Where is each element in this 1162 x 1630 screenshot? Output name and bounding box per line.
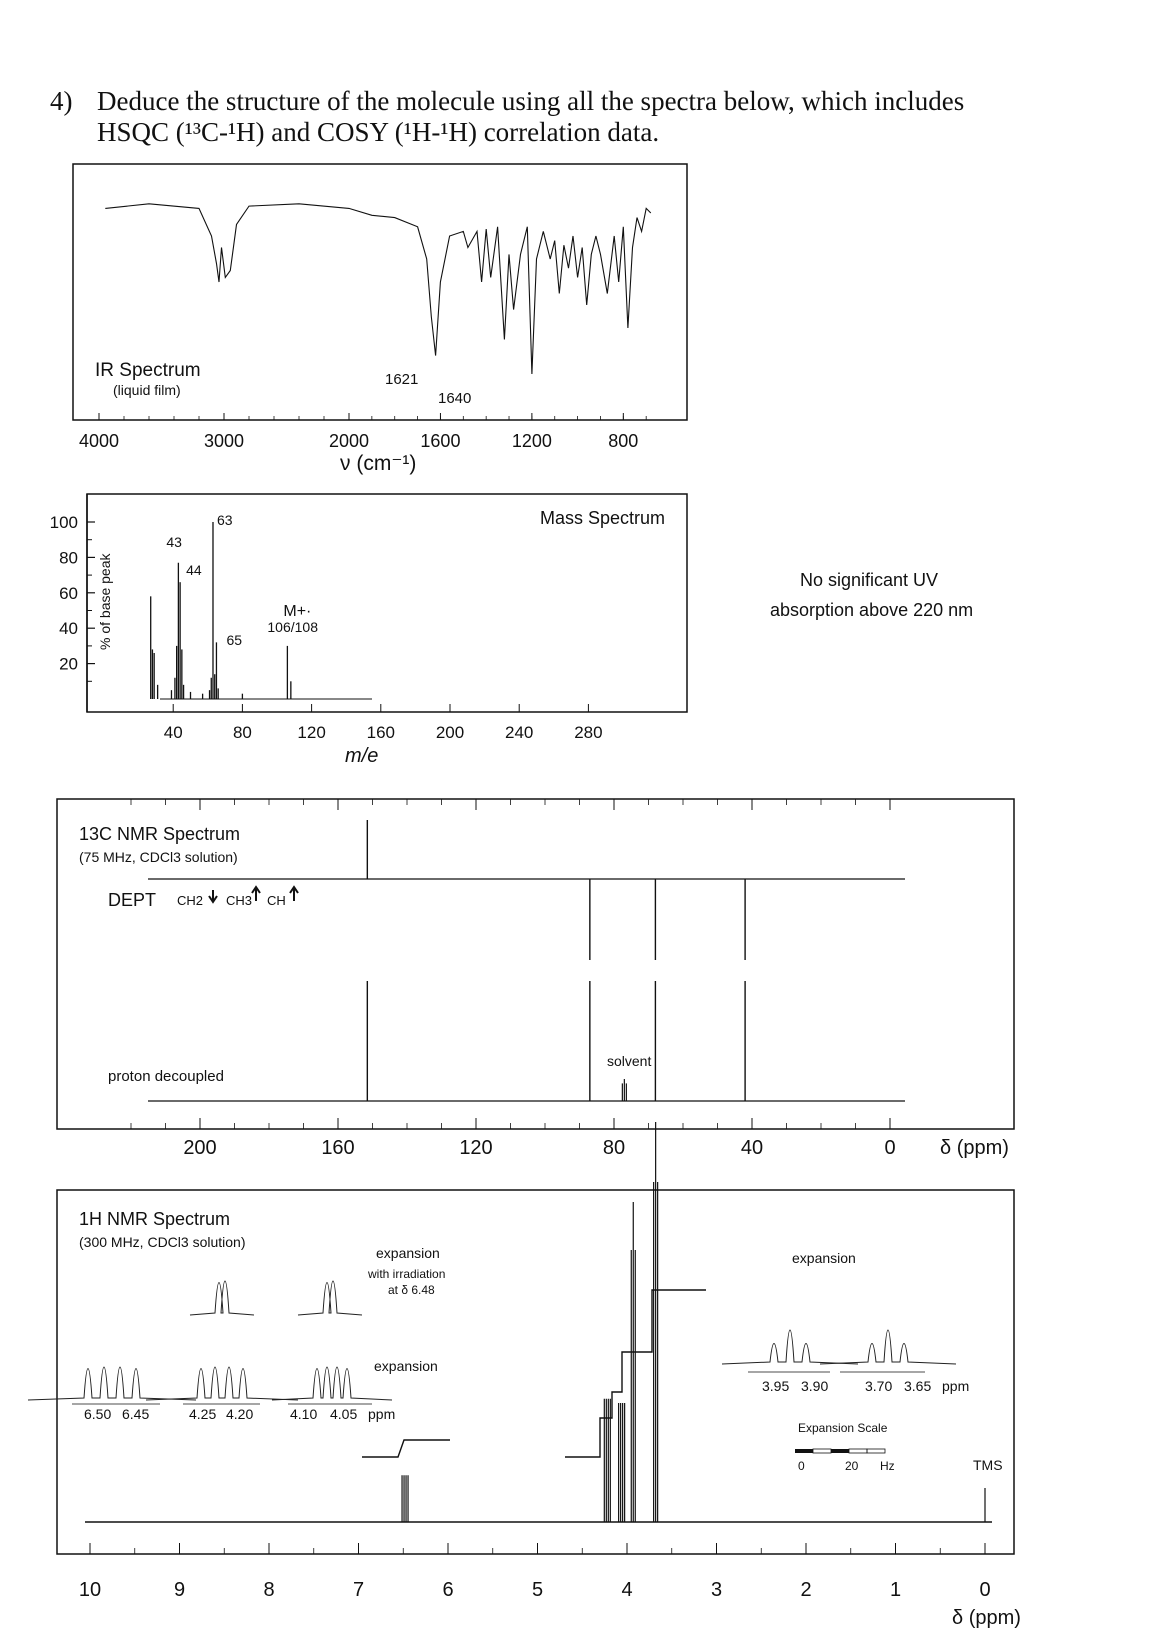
h1-tick-label: 4 — [621, 1579, 633, 1601]
h1-tick-label: 9 — [173, 1579, 186, 1601]
h1-tick-label: 10 — [78, 1579, 102, 1601]
c13-x-axis-label: δ (ppm) — [940, 1137, 1009, 1159]
ir-plot — [105, 204, 651, 374]
exp-axis-3-tick-2: 4.05 — [330, 1406, 358, 1422]
ms-y-ticks — [50, 513, 95, 681]
exp-axis-3-tick-1: 4.10 — [290, 1406, 318, 1422]
ir-tick-label: 800 — [608, 431, 639, 451]
ir-annotation-1621: 1621 — [385, 371, 419, 388]
exp-axis-5-tick-2: 3.65 — [904, 1378, 932, 1394]
ir-tick-label: 1200 — [511, 431, 552, 451]
tms-label: TMS — [973, 1457, 1003, 1473]
c13-tick-label: 80 — [602, 1137, 626, 1159]
arrow-down-icon — [209, 890, 217, 902]
ms-x-tick-label: 80 — [232, 723, 252, 742]
h1-tick-label: 2 — [800, 1579, 812, 1601]
ms-x-tick-label: 280 — [574, 723, 603, 742]
h1-tick-label: 6 — [442, 1579, 454, 1601]
c13-tick-label: 120 — [459, 1137, 493, 1159]
exp-axis-2-tick-2: 4.20 — [226, 1406, 254, 1422]
dept-legend-ch3: CH3 — [226, 893, 253, 908]
ms-y-tick-label: 20 — [59, 654, 78, 674]
expansion-scale-0: 0 — [798, 1459, 805, 1473]
ir-tick-label: 3000 — [203, 431, 245, 451]
ms-x-tick-label: 40 — [163, 723, 183, 742]
ir-spectrum-panel — [73, 164, 687, 475]
expansion-scale-bar — [795, 1449, 885, 1453]
h1-tick-label: 8 — [263, 1579, 275, 1601]
h1-tick-label: 3 — [710, 1579, 723, 1601]
arrow-up-icon — [290, 887, 298, 901]
exp-axis-5-tick-1: 3.70 — [865, 1378, 893, 1394]
ms-peak-labels — [166, 512, 318, 648]
ms-title: Mass Spectrum — [540, 508, 666, 528]
ms-x-tick-label: 120 — [297, 723, 326, 742]
h1-ticks — [79, 1543, 991, 1601]
ms-x-ticks — [164, 704, 603, 742]
ms-peak-label: 63 — [216, 512, 233, 528]
ir-annotation-1640: 1640 — [438, 390, 472, 407]
expansion-irradiated-4-06 — [298, 1281, 362, 1315]
proton-decoupled-label: proton decoupled — [108, 1068, 224, 1085]
expansion-scale-title: Expansion Scale — [798, 1421, 888, 1435]
c13-decoupled-peaks — [367, 981, 745, 1101]
exp-axis-1-tick-2: 6.45 — [122, 1406, 150, 1422]
ms-peak-label: 106/108 — [267, 619, 318, 635]
c13-tick-label: 160 — [321, 1137, 355, 1159]
h1-x-axis-label: δ (ppm) — [952, 1607, 1021, 1629]
mass-spectrum-panel — [50, 494, 687, 767]
dept-legend-ch: CH — [267, 893, 286, 908]
ms-peak-label: 65 — [226, 632, 243, 648]
c13-nmr-panel — [57, 799, 1014, 1159]
ir-tick-label: 4000 — [78, 431, 120, 451]
c13-tick-label: 0 — [884, 1137, 896, 1159]
ms-x-tick-label: 200 — [435, 723, 465, 742]
h1-nmr-panel — [28, 1122, 1021, 1629]
ir-tick-labels — [79, 413, 646, 451]
ms-y-tick-label: 100 — [49, 513, 78, 532]
ms-peak-label: M+· — [283, 603, 312, 620]
expansion-right-label: expansion — [792, 1250, 856, 1266]
c13-tick-label: 200 — [183, 1137, 217, 1159]
exp-axis-3-unit: ppm — [368, 1406, 396, 1422]
ir-tick-label: 2000 — [328, 431, 370, 451]
dept-label: DEPT — [108, 890, 157, 910]
question-line-1: Deduce the structure of the molecule using all the spectra below, which includes — [97, 86, 965, 116]
expansion-irradiation-sub2: at δ 6.48 — [388, 1283, 435, 1297]
ms-y-tick-label: 80 — [59, 548, 78, 568]
ir-tick-label: 1600 — [420, 431, 461, 451]
c13-dept-peaks — [367, 820, 745, 960]
dept-legend — [177, 887, 298, 908]
h1-tick-label: 5 — [531, 1579, 544, 1601]
c13-tick-label: 40 — [740, 1137, 764, 1159]
question-line-2: HSQC (¹³C-¹H) and COSY (¹H-¹H) correlation data. — [97, 117, 660, 147]
h1-title: 1H NMR Spectrum — [79, 1209, 231, 1229]
ms-x-tick-label: 240 — [505, 723, 534, 742]
expansion-multiplet-6-48 — [28, 1367, 196, 1400]
exp-axis-2-tick-1: 4.25 — [189, 1406, 217, 1422]
solvent-label: solvent — [607, 1053, 652, 1069]
expansion-scale-hz: Hz — [880, 1459, 895, 1473]
ir-title: IR Spectrum — [95, 360, 201, 381]
ms-y-tick-label: 40 — [59, 619, 78, 639]
exp-axis-1-tick-1: 6.50 — [84, 1406, 112, 1422]
h1-peaks — [402, 1122, 985, 1522]
h1-subtitle: (300 MHz, CDCl3 solution) — [79, 1234, 246, 1250]
ms-x-axis-label: m/e — [345, 745, 379, 767]
expansion-multiplet-4-22 — [146, 1367, 298, 1400]
arrow-up-icon — [252, 887, 260, 901]
expansion-irradiation-sub1: with irradiation — [368, 1267, 446, 1281]
ms-y-tick-label: 60 — [59, 583, 78, 603]
expansion-triplet-3-93 — [722, 1330, 858, 1364]
ms-peak-label: 43 — [166, 534, 182, 550]
dept-legend-ch2: CH2 — [177, 893, 204, 908]
c13-subtitle: (75 MHz, CDCl3 solution) — [79, 849, 238, 865]
h1-tick-label: 0 — [979, 1579, 991, 1601]
expansion-triplet-3-68 — [820, 1330, 956, 1364]
ir-subtitle: (liquid film) — [113, 382, 181, 398]
exp-axis-4-tick-1: 3.95 — [762, 1378, 790, 1394]
ms-x-tick-label: 160 — [366, 723, 395, 742]
h1-tick-label: 7 — [352, 1579, 365, 1601]
ms-y-axis-label: % of base peak — [97, 553, 113, 650]
question-number: 4) — [50, 86, 73, 116]
ir-trace — [105, 204, 651, 374]
ms-peak-label: 44 — [186, 562, 202, 578]
expansion-irradiation-label: expansion — [376, 1245, 440, 1261]
uv-note-line-2: absorption above 220 nm — [770, 600, 974, 620]
integral-curve-6-48 — [362, 1440, 450, 1457]
c13-title: 13C NMR Spectrum — [79, 824, 241, 844]
expansion-irradiated-4-22 — [190, 1281, 254, 1315]
exp-axis-4-tick-2: 3.90 — [801, 1378, 829, 1394]
exp-axis-5-unit: ppm — [942, 1378, 970, 1394]
uv-note-line-1: No significant UV — [800, 570, 939, 590]
expansion-plain-label: expansion — [374, 1358, 438, 1374]
expansion-scale-20: 20 — [845, 1459, 859, 1473]
c13-ticks — [131, 799, 896, 1159]
ir-x-axis-label: ν (cm⁻¹) — [340, 452, 417, 475]
h1-tick-label: 1 — [889, 1579, 902, 1601]
